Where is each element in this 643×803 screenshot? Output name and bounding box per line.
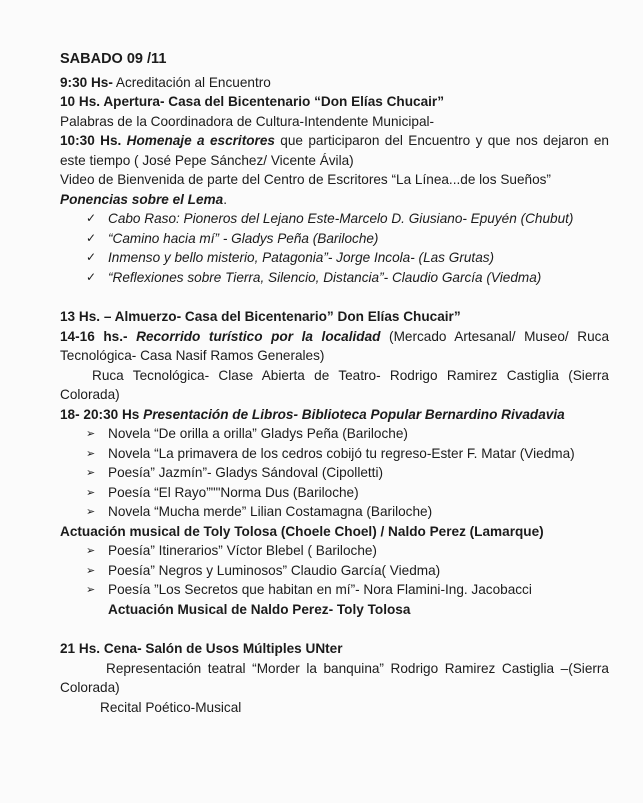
list-item: ✓ “Camino hacia mí” - Gladys Peña (Bariloche) [60,229,609,249]
schedule-line-dinner: 21 Hs. Cena- Salón de Usos Múltiples UNter [60,641,343,656]
arrow-bullet-icon: ➢ [86,505,96,518]
schedule-line-music-performance: Actuación Musical de Naldo Perez- Toly Tolosa [108,601,411,617]
event-text: Ruca Tecnológica- Clase Abierta de Teatro- Rodrigo Ramirez Castiglia (Sierra Colorada) [60,367,609,402]
event-title: Recorrido turístico por la localidad [136,328,381,344]
arrow-bullet-icon: ➢ [86,466,96,479]
schedule-line-recital: Recital Poético-Musical [100,699,242,715]
ponencias-list [60,209,609,287]
list-item: ➢ Poesía” Negros y Luminosos” Claudio García( Viedma) [60,561,609,581]
list-item: ✓ Inmenso y bello misterio, Patagonia”- Jorge Incola- (Las Grutas) [60,248,609,268]
schedule-line-opening: 10 Hs. Apertura- Casa del Bicentenario “Don Elías Chucair” [60,94,445,109]
event-text: Acreditación al Encuentro [112,74,271,90]
arrow-bullet-icon: ➢ [86,485,96,499]
schedule-line-accreditation [60,73,609,93]
list-item: ➢ Poesía “El Rayo”""Norma Dus (Bariloche) [60,483,609,503]
arrow-bullet-icon: ➢ [86,583,96,596]
schedule-line-words: Palabras de la Coordinadora de Cultura-Intendente Municipal- [60,113,435,129]
spacer [60,287,609,307]
event-text: que participaron del Encuentro y que nos dejaron en este tiempo ( José Pepe Sánchez/ Vicente Ávila) [60,133,609,168]
time-label: 18- 20:30 Hs [60,406,140,422]
ponencias-period: . [223,191,227,207]
checkmark-icon: ✓ [86,211,97,225]
list-item: ✓ “Reflexiones sobre Tierra, Silencio, Distancia”- Claudio García (Viedma) [60,268,609,288]
checkmark-icon: ✓ [86,250,97,264]
checkmark-icon: ✓ [86,230,97,245]
time-label: 14-16 hs.- [60,328,128,344]
list-item: ✓ Cabo Raso: Pioneros del Lejano Este-Marcelo D. Giusiano- Epuyén (Chubut) [60,209,609,229]
schedule-line-lunch: 13 Hs. – Almuerzo- Casa del Bicentenario” Don Elías Chucair” [60,309,461,324]
list-item: ➢ Poesía” Jazmín”- Gladys Sándoval (Cipolletti) [60,463,609,483]
schedule-line-homage [60,131,609,170]
arrow-bullet-icon: ➢ [86,446,96,460]
schedule-line-music: Actuación musical de Toly Tolosa (Choele Choel) / Naldo Perez (Lamarque) [60,523,544,539]
ponencias-heading [60,190,609,210]
event-text: (Mercado Artesanal/ Museo/ Ruca Tecnológica- Casa Nasif Ramos Generales) [60,328,610,363]
schedule-line-representation [60,659,609,698]
list-item: ➢ Novela “Mucha merde” Lilian Costamagna (Bariloche) [60,502,609,522]
event-title: Presentación de Libros- Biblioteca Popular Bernardino Rivadavia [143,406,565,422]
arrow-bullet-icon: ➢ [86,544,96,557]
event-text: Representación teatral “Morder la banquina” Rodrigo Ramirez Castiglia –(Sierra Colorada) [60,660,609,695]
list-item: ➢ Novela “De orilla a orilla” Gladys Peña (Bariloche) [60,424,609,444]
event-title: Homenaje a escritores [126,133,275,148]
arrow-bullet-icon: ➢ [86,563,96,577]
ponencias-title: Ponencias sobre el Lema [60,191,224,207]
day-title: SABADO 09 /11 [60,51,167,67]
checkmark-icon: ✓ [86,269,97,284]
list-item: ➢ Poesía ”Los Secretos que habitan en mí”- Nora Flamini-Ing. Jacobacci [60,580,609,600]
time-label: 9:30 Hs- [60,74,113,90]
schedule-line-tour [60,327,609,366]
list-item: ➢ Poesía” Itinerarios” Víctor Blebel ( Bariloche) [60,541,609,561]
time-label: 10:30 Hs. [60,133,122,148]
schedule-line-video: Video de Bienvenida de parte del Centro de Escritores “La Línea...de los Sueños” [60,172,551,187]
schedule-line-theatre-class [60,366,609,405]
poetry-list [60,541,609,600]
list-item: ➢ Novela “La primavera de los cedros cobijó tu regreso-Ester F. Matar (Viedma) [60,444,609,464]
books-list [60,424,609,522]
schedule-line-books [60,405,609,425]
arrow-bullet-icon: ➢ [86,427,96,440]
spacer [60,619,609,639]
